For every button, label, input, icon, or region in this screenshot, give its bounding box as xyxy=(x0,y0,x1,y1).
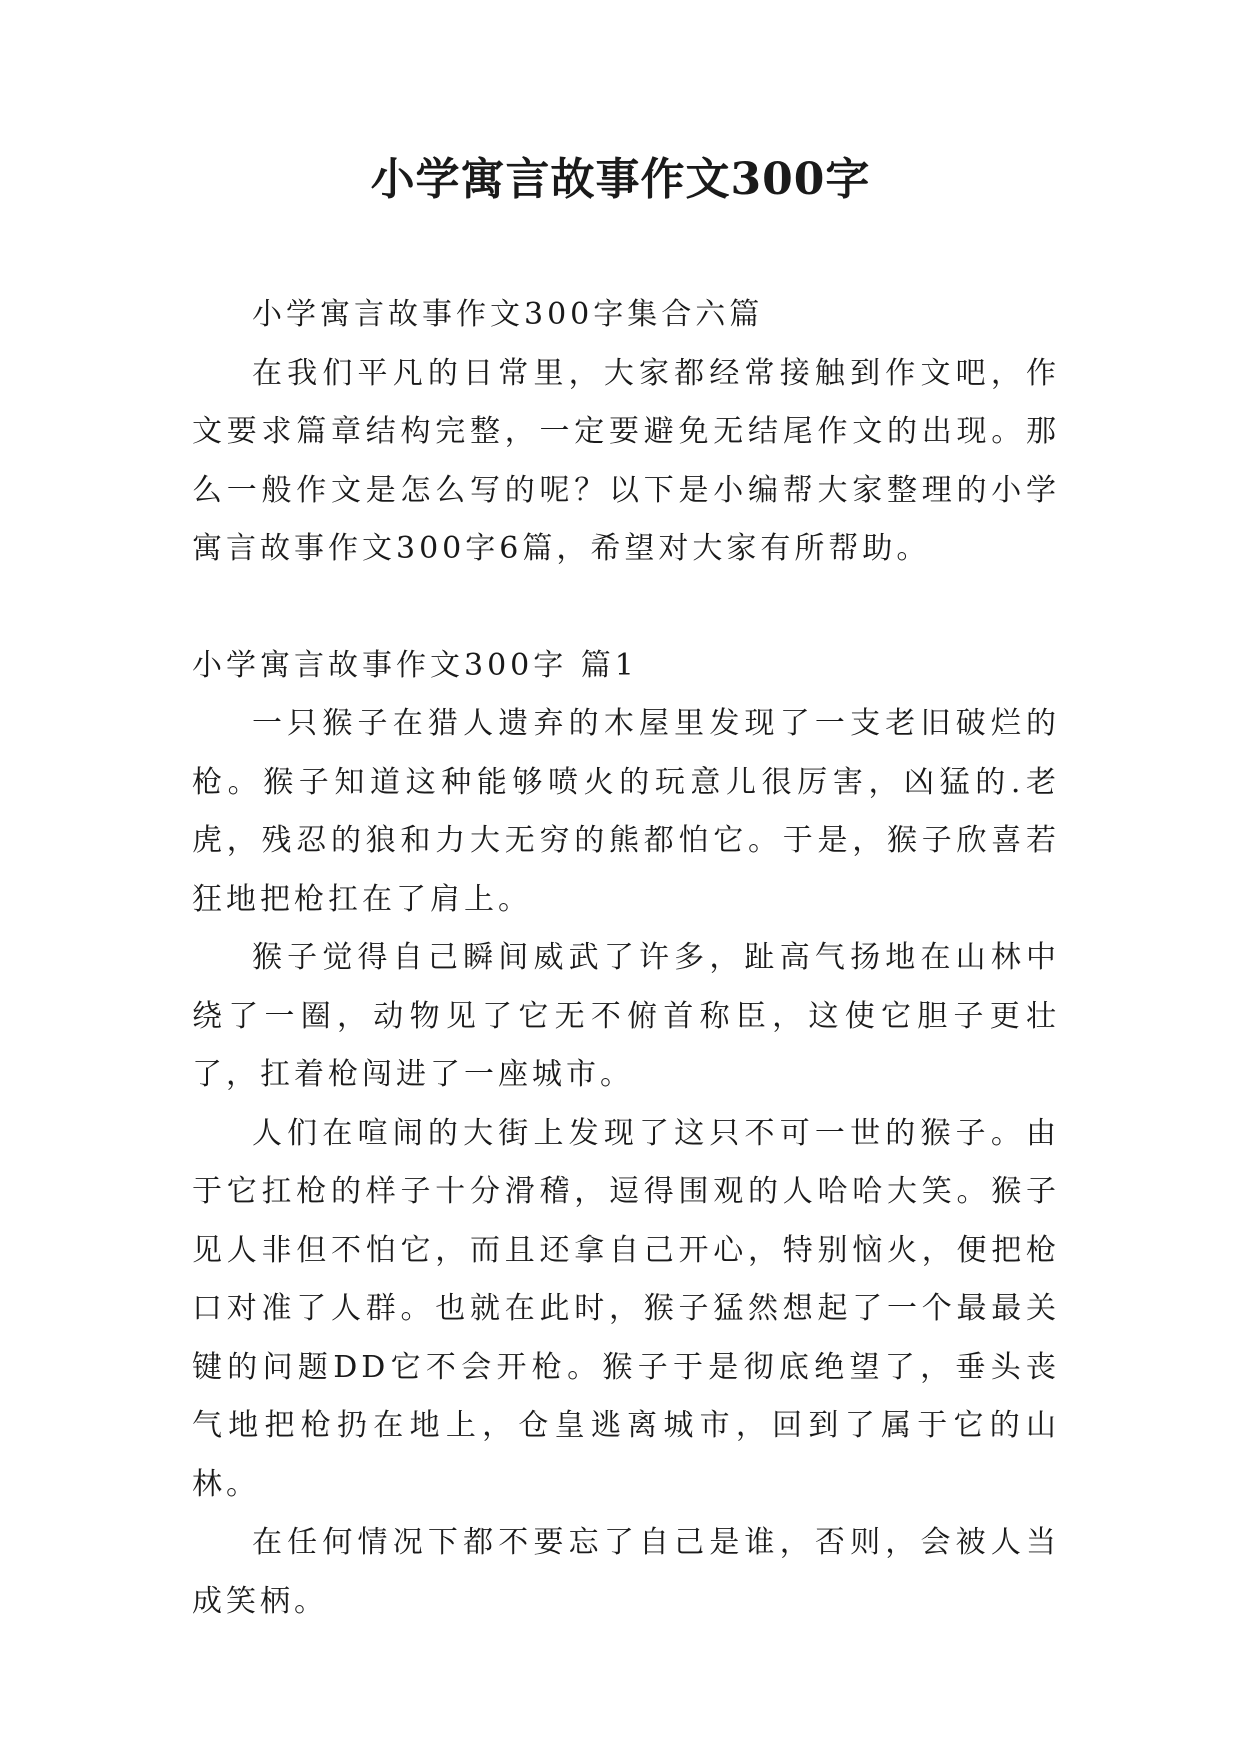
story-moral: 在任何情况下都不要忘了自己是谁，否则，会被人当成笑柄。 xyxy=(192,1525,1060,1619)
document-title: 小学寓言故事作文300字 xyxy=(370,154,871,205)
section-heading: 小学寓言故事作文300字 篇1 xyxy=(192,647,638,683)
spacer xyxy=(192,579,1060,637)
story-paragraph-2: 猴子觉得自己瞬间威武了许多，趾高气扬地在山林中绕了一圈，动物见了它无不俯首称臣，这使它胆子更壮了，扛着枪闯进了一座城市。 xyxy=(192,940,1060,1092)
story-paragraph-1: 一只猴子在猎人遗弃的木屋里发现了一支老旧破烂的枪。猴子知道这种能够喷火的玩意儿很厉害，凶猛的.老虎，残忍的狼和力大无穷的熊都怕它。于是，猴子欣喜若狂地把枪扛在了肩上。 xyxy=(192,706,1060,917)
story-paragraph-3: 人们在喧闹的大街上发现了这只不可一世的猴子。由于它扛枪的样子十分滑稽，逗得围观的人哈哈大笑。猴子见人非但不怕它，而且还拿自己开心，特别恼火，便把枪口对准了人群。也就在此时，猴子猛然想起了一个最最关键的问题DD它不会开枪。猴子于是彻底绝望了，垂头丧气地把枪扔在地上，仓皇逃离城市，回到了属于它的山林。 xyxy=(192,1115,1060,1502)
document-subtitle: 小学寓言故事作文300字集合六篇 xyxy=(252,297,764,332)
intro-paragraph: 在我们平凡的日常里，大家都经常接触到作文吧，作文要求篇章结构完整，一定要避免无结尾作文的出现。那么一般作文是怎么写的呢？以下是小编帮大家整理的小学寓言故事作文300字6篇，希望对大家有所帮助。 xyxy=(192,355,1060,566)
document-body xyxy=(192,286,1060,1631)
